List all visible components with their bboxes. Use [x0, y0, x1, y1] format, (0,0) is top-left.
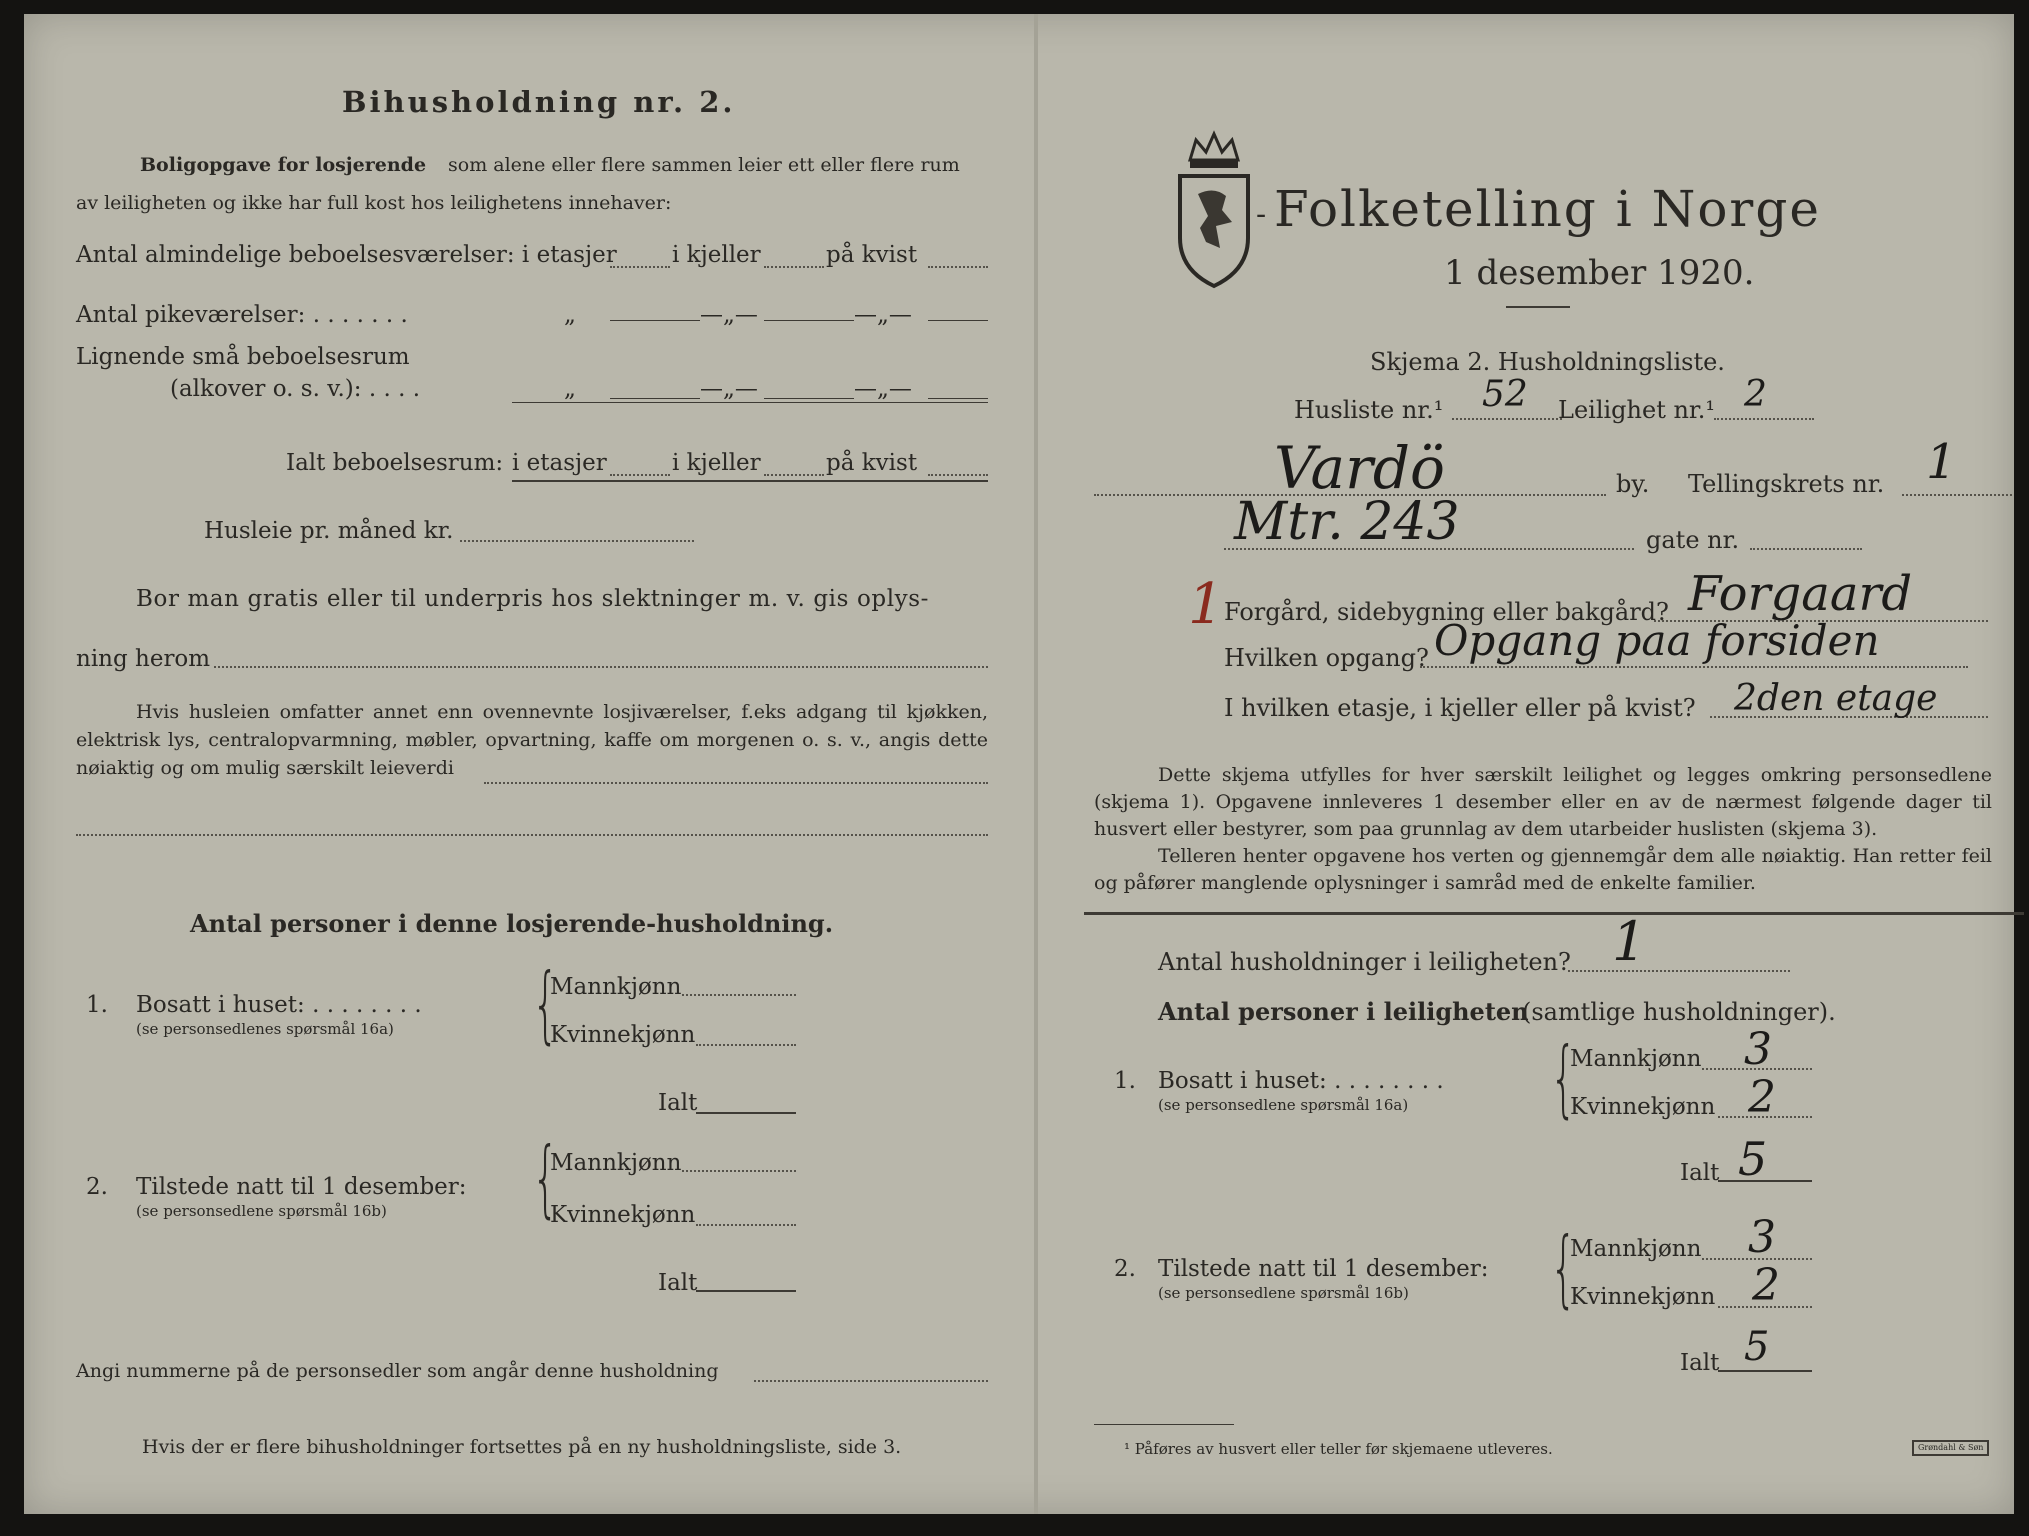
bor-line-1: Bor man gratis eller til underpris hos slektninger m. v. gis oplys- [136, 586, 930, 612]
city-value: Vardö [1274, 434, 1445, 502]
right-q2-mann-label: Mannkjønn [1570, 1236, 1702, 1262]
leilighet-value: 2 [1744, 374, 1767, 415]
lignende-field-1[interactable] [610, 398, 700, 399]
right-q2-ialt-value: 5 [1744, 1324, 1770, 1370]
left-q2-mann-field[interactable] [682, 1170, 796, 1172]
husliste-value: 52 [1482, 374, 1528, 415]
rooms-kvist-label: på kvist [826, 242, 918, 268]
rooms-etasjer-field[interactable] [610, 266, 670, 268]
rooms-label: Antal almindelige beboelsesværelser: i etasjer [76, 242, 617, 268]
intro-text: som alene eller flere sammen leier ett eller flere rum [448, 154, 960, 176]
census-form-sheet [24, 14, 2014, 1514]
right-q2-brace: { [1550, 1219, 1577, 1317]
husleie-field[interactable] [460, 540, 694, 542]
husliste-field[interactable] [1452, 418, 1562, 420]
left-q1-ialt-field[interactable] [696, 1112, 796, 1114]
info-paragraph-2: Telleren henter opgavene hos verten og gjennemgår dem alle nøiaktig. Han retter feil og påfører manglende oplysninger i samråd med de enkelte familier. [1094, 845, 1992, 894]
left-q1-ialt-label: Ialt [658, 1090, 698, 1116]
left-q1-kvinne-field[interactable] [696, 1044, 796, 1046]
lignende-ditto-2: —„— [700, 376, 758, 402]
title-dash-icon: - [1256, 197, 1267, 232]
right-q1-label: Bosatt i huset: . . . . . . . . [1158, 1068, 1444, 1094]
ialt-kjeller-label: i kjeller [672, 450, 761, 476]
left-q2-number: 2. [86, 1174, 108, 1200]
lignende-ditto-1: „ [564, 376, 576, 402]
ialt-rule [512, 480, 988, 482]
etasje-value: 2den etage [1734, 678, 1938, 719]
pike-label: Antal pikeværelser: . . . . . . . [76, 302, 408, 328]
left-q2-ialt-label: Ialt [658, 1270, 698, 1296]
left-footer: Hvis der er flere bihusholdninger fortsettes på en ny husholdningsliste, side 3. [142, 1436, 902, 1458]
right-page [1038, 14, 2014, 1514]
leieverdi-field[interactable] [484, 782, 988, 784]
antal-heading: Antal personer i denne losjerende-husholdning. [190, 909, 834, 938]
left-q1-brace: { [532, 955, 559, 1053]
right-q1-ialt-value: 5 [1738, 1132, 1768, 1186]
antal-hush-label: Antal husholdninger i leiligheten? [1158, 948, 1571, 976]
left-q1-mann-label: Mannkjønn [550, 974, 682, 1000]
red-check-mark: 1 [1188, 572, 1224, 637]
opgang-field[interactable] [1420, 666, 1968, 668]
right-q2-label: Tilstede natt til 1 desember: [1158, 1256, 1489, 1282]
leieverdi-field-2[interactable] [76, 834, 988, 836]
pike-ditto-2: —„— [700, 302, 758, 328]
antal-hush-field[interactable] [1568, 970, 1790, 972]
leilighet-field[interactable] [1714, 418, 1814, 420]
gate-nr-label: gate nr. [1646, 526, 1740, 554]
right-q1-number: 1. [1114, 1068, 1136, 1094]
right-q2-number: 2. [1114, 1256, 1136, 1282]
antal-pers-rest: (samtlige husholdninger). [1522, 998, 1836, 1026]
bor-line-2: ning herom [76, 646, 211, 672]
form-title: Folketelling i Norge [1274, 180, 1821, 238]
lignende-field-2[interactable] [764, 398, 854, 399]
lignende-rule [512, 402, 988, 403]
section-rule [1084, 912, 2024, 915]
left-page [24, 14, 1034, 1514]
ialt-kvist-field[interactable] [928, 474, 988, 476]
left-heading: Bihusholdning nr. 2. [342, 85, 736, 119]
lignende-field-3[interactable] [928, 398, 988, 399]
gate-value: Mtr. 243 [1234, 492, 1460, 552]
rooms-kjeller-label: i kjeller [672, 242, 761, 268]
left-q1-number: 1. [86, 992, 108, 1018]
lignende-ditto-3: —„— [854, 376, 912, 402]
left-q1-mann-field[interactable] [682, 994, 796, 996]
pike-ditto-3: —„— [854, 302, 912, 328]
lignende-label-1: Lignende små beboelsesrum [76, 344, 410, 370]
leilighet-label: Leilighet nr.¹ [1558, 396, 1716, 424]
angi-label: Angi nummerne på de personsedler som angår denne husholdning [76, 1360, 719, 1382]
left-q2-label: Tilstede natt til 1 desember: [136, 1174, 467, 1200]
right-q1-brace: { [1550, 1029, 1577, 1127]
antal-hush-value: 1 [1612, 910, 1647, 973]
antal-pers-bold: Antal personer i leiligheten [1158, 997, 1529, 1026]
left-q2-brace: { [532, 1129, 559, 1227]
lignende-label-2: (alkover o. s. v.): . . . . [170, 376, 421, 402]
form-date: 1 desember 1920. [1444, 253, 1755, 293]
angi-field[interactable] [754, 1380, 988, 1382]
husleie-label: Husleie pr. måned kr. [204, 518, 454, 544]
by-label: by. [1616, 470, 1650, 498]
opgang-value: Opgang paa forsiden [1434, 616, 1880, 665]
footnote: ¹ Påføres av husvert eller teller før skjemaene utleveres. [1124, 1440, 1553, 1458]
left-q2-kvinne-label: Kvinnekjønn [550, 1202, 696, 1228]
forgard-value: Forgaard [1688, 566, 1913, 622]
right-q1-kvinne-value: 2 [1748, 1072, 1776, 1123]
right-q2-ialt-field[interactable] [1718, 1370, 1812, 1372]
pike-field-2[interactable] [764, 320, 854, 321]
right-q2-mann-value: 3 [1748, 1212, 1776, 1263]
right-q1-ialt-label: Ialt [1680, 1160, 1720, 1186]
right-q2-sub: (se personsedlene spørsmål 16b) [1158, 1284, 1409, 1302]
right-q1-mann-label: Mannkjønn [1570, 1046, 1702, 1072]
printer-mark: Grøndahl & Søn [1912, 1440, 1989, 1456]
forgard-label: Forgård, sidebygning eller bakgård? [1224, 598, 1669, 626]
hvis-paragraph: Hvis husleien omfatter annet enn ovennevnte losjiværelser, f.eks adgang til kjøkken, elektrisk lys, centralopvarmning, møbler, opvartning, kaffe om morgenen o. s. v., angis dette nøiaktig og om mulig særskilt leieverdi [76, 701, 988, 779]
tellingskrets-label: Tellingskrets nr. [1688, 470, 1885, 498]
right-q1-mann-value: 3 [1744, 1024, 1772, 1075]
right-q2-kvinne-value: 2 [1752, 1260, 1780, 1311]
ialt-etasjer-label: i etasjer [512, 450, 607, 476]
left-q2-mann-label: Mannkjønn [550, 1150, 682, 1176]
gate-field[interactable] [1224, 548, 1634, 550]
intro-line2: av leiligheten og ikke har full kost hos leilighetens innehaver: [76, 192, 672, 214]
pike-ditto-1: „ [564, 302, 576, 328]
bor-field[interactable] [214, 666, 988, 668]
info-paragraph-1: Dette skjema utfylles for hver særskilt leilighet og legges omkring personsedlene (skjema 1). Opgavene innleveres 1 desember eller en av de nærmest følgende dager til husvert eller bestyrer, som paa grunnlag av dem utarbeider huslisten (skjema 3). [1094, 764, 1992, 840]
skjema-label: Skjema 2. Husholdningsliste. [1370, 348, 1725, 376]
ialt-kjeller-field[interactable] [764, 474, 824, 476]
left-q1-kvinne-label: Kvinnekjønn [550, 1022, 696, 1048]
right-q2-ialt-label: Ialt [1680, 1350, 1720, 1376]
right-q1-kvinne-label: Kvinnekjønn [1570, 1094, 1716, 1120]
opgang-label: Hvilken opgang? [1224, 644, 1429, 672]
etasje-label: I hvilken etasje, i kjeller eller på kvist? [1224, 694, 1696, 722]
husliste-label: Husliste nr.¹ [1294, 396, 1444, 424]
left-q2-sub: (se personsedlene spørsmål 16b) [136, 1202, 387, 1220]
ialt-kvist-label: på kvist [826, 450, 918, 476]
tellingskrets-value: 1 [1926, 434, 1957, 490]
footnote-rule [1094, 1424, 1234, 1425]
ialt-rooms-label: Ialt beboelsesrum: [286, 450, 504, 476]
gate-nr-field[interactable] [1750, 548, 1862, 550]
rooms-kvist-field[interactable] [928, 266, 988, 268]
left-q1-sub: (se personsedlenes spørsmål 16a) [136, 1020, 394, 1038]
right-q2-kvinne-label: Kvinnekjønn [1570, 1284, 1716, 1310]
norway-coat-of-arms-icon [1176, 130, 1252, 290]
pike-field-3[interactable] [928, 320, 988, 321]
pike-field-1[interactable] [610, 320, 700, 321]
right-q1-sub: (se personsedlene spørsmål 16a) [1158, 1096, 1409, 1114]
tellingskrets-field[interactable] [1902, 494, 2012, 496]
left-q2-ialt-field[interactable] [696, 1290, 796, 1292]
ialt-etasjer-field[interactable] [610, 474, 670, 476]
left-q1-label: Bosatt i huset: . . . . . . . . [136, 992, 422, 1018]
intro-bold: Boligopgave for losjerende [140, 154, 427, 176]
left-q2-kvinne-field[interactable] [696, 1224, 796, 1226]
rooms-kjeller-field[interactable] [764, 266, 824, 268]
title-rule [1506, 306, 1570, 308]
